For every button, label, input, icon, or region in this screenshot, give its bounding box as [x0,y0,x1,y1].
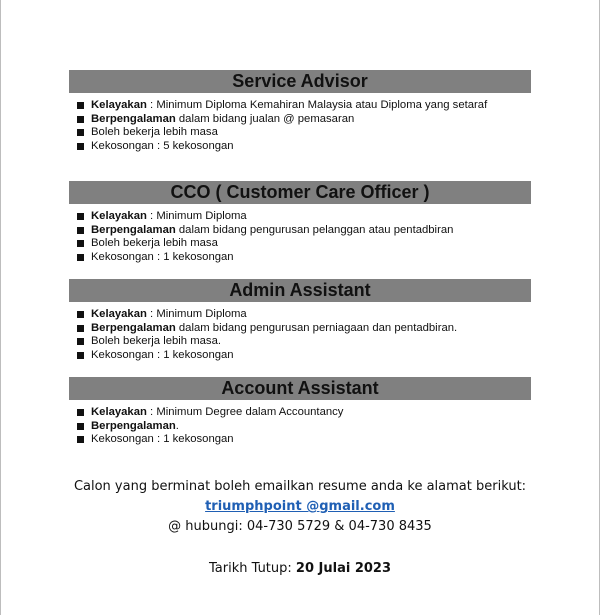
requirements-list [69,210,531,264]
item-text: Kekosongan : 5 kekosongan [91,139,234,152]
bullet-icon [77,423,84,430]
item-text: Kekosongan : 1 kekosongan [91,348,234,361]
list-item [91,308,531,322]
bullet-icon [77,102,84,109]
item-text: : Minimum Diploma [146,308,247,320]
item-text: Boleh bekerja lebih masa. [91,335,221,347]
section-title: CCO ( Customer Care Officer ) [69,181,531,204]
list-item [91,433,531,447]
bullet-icon [77,240,84,247]
item-label: Kelayakan [91,406,147,418]
item-text: dalam bidang pengurusan perniagaan dan pentadbiran. [175,321,458,334]
requirements-list [69,406,531,447]
item-text: Kekosongan : 1 kekosongan [91,250,234,263]
item-text: Boleh bekerja lebih masa [91,126,218,138]
closing-date-row [0,561,600,576]
list-item [91,126,531,140]
email-row [0,499,600,514]
item-label: Berpengalaman [91,419,176,432]
requirements-list [69,308,531,362]
item-label: Berpengalaman [91,112,176,125]
item-text: : Minimum Diploma [146,210,247,222]
item-label: Kelayakan [91,210,147,222]
list-item [91,224,531,238]
application-instruction: Calon yang berminat boleh emailkan resume anda ke alamat berikut: [73,479,527,494]
section-title: Service Advisor [69,70,531,93]
list-item [91,113,531,127]
bullet-icon [77,325,84,332]
requirements-list [69,99,531,153]
list-item [91,349,531,363]
item-text: dalam bidang jualan @ pemasaran [175,112,355,125]
closing-date-label: Tarikh Tutup: [208,561,296,576]
job-section-account-assistant [69,377,531,447]
email-link[interactable]: triumphpoint @gmail.com [205,499,395,514]
list-item [91,237,531,251]
job-section-cco [69,181,531,264]
phone-contact: @ hubungi: 04-730 5729 & 04-730 8435 [168,519,432,534]
bullet-icon [77,129,84,136]
bullet-icon [77,352,84,359]
item-text: Boleh bekerja lebih masa [91,237,218,249]
item-label: Berpengalaman [91,223,176,236]
list-item [91,251,531,265]
bullet-icon [77,311,84,318]
list-item [91,420,531,434]
bullet-icon [77,213,84,220]
bullet-icon [77,409,84,416]
item-label: Kelayakan [91,308,147,320]
bullet-icon [77,254,84,261]
item-text: Kekosongan : 1 kekosongan [91,433,234,445]
list-item [91,99,531,113]
item-label: Kelayakan [91,99,147,111]
item-label: Berpengalaman [91,321,176,334]
bullet-icon [77,227,84,234]
bullet-icon [77,436,84,443]
item-text: . [175,419,179,432]
bullet-icon [77,338,84,345]
item-text: dalam bidang pengurusan pelanggan atau pentadbiran [175,223,454,236]
item-text: : Minimum Diploma Kemahiran Malaysia atau Diploma yang setaraf [146,99,488,111]
job-section-service-advisor [69,70,531,153]
list-item [91,322,531,336]
list-item [91,210,531,224]
bullet-icon [77,143,84,150]
list-item [91,335,531,349]
section-title: Admin Assistant [69,279,531,302]
job-section-admin-assistant [69,279,531,362]
closing-date: 20 Julai 2023 [295,561,392,576]
list-item [91,140,531,154]
section-title: Account Assistant [69,377,531,400]
list-item [91,406,531,420]
bullet-icon [77,116,84,123]
item-text: : Minimum Degree dalam Accountancy [146,406,344,418]
